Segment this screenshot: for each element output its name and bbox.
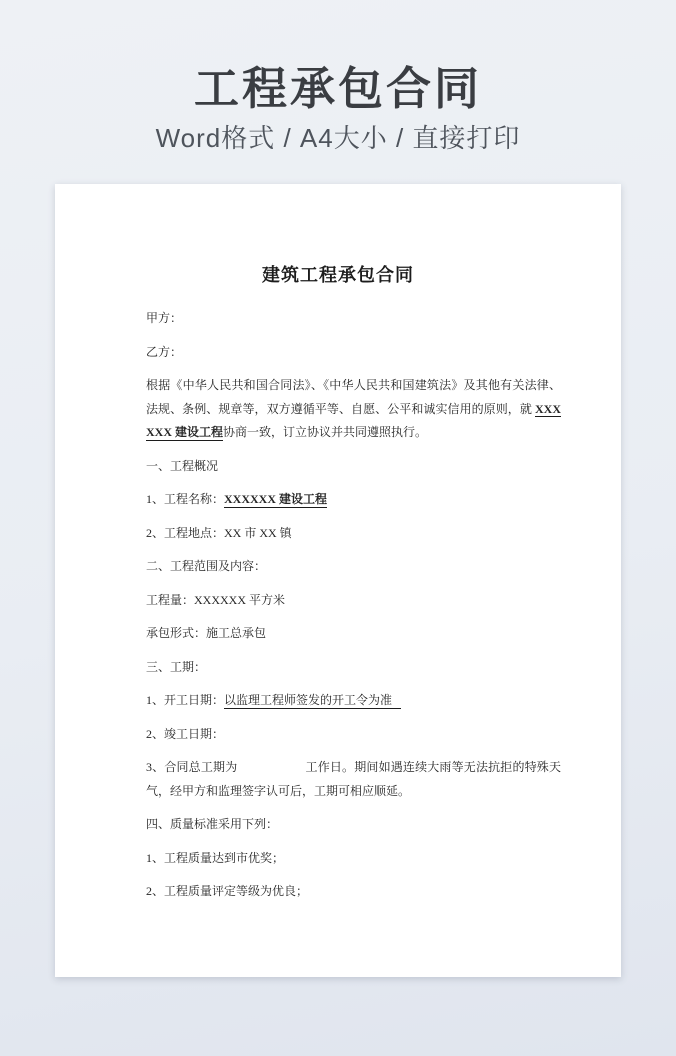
doc-paragraph bbox=[146, 488, 561, 512]
text-run: 二、工程范围及内容： bbox=[146, 559, 267, 573]
text-run: 三、工期： bbox=[146, 659, 207, 674]
doc-paragraph bbox=[146, 656, 561, 680]
doc-paragraph bbox=[146, 341, 561, 365]
doc-paragraph bbox=[146, 723, 561, 747]
text-run: 承包形式：施工总承包 bbox=[146, 626, 267, 640]
text-run: 协商一致，订立协议并共同遵照执行。 bbox=[223, 425, 428, 439]
filled-blank-bold: XXXXXX 建设工程 bbox=[146, 401, 561, 439]
text-run: 工作日。期间如遇连续大雨等无法抗拒的特殊天气，经甲方和监理签字认可后，工期可相应顺延。 bbox=[146, 760, 561, 798]
text-run: 1、工程名称： bbox=[146, 492, 225, 506]
text-run: 2、竣工日期： bbox=[146, 726, 225, 741]
template-format-subtitle: Word格式 / A4大小 / 直接打印 bbox=[155, 123, 521, 153]
doc-paragraph bbox=[146, 522, 561, 546]
doc-paragraph bbox=[146, 589, 561, 613]
template-title: 工程承包合同 bbox=[193, 63, 482, 114]
text-run: 四、质量标准采用下列： bbox=[146, 817, 279, 831]
document-body bbox=[146, 307, 561, 904]
doc-paragraph bbox=[146, 880, 561, 904]
header-banner bbox=[0, 0, 676, 184]
text-run: 3、合同总工期为 bbox=[146, 760, 238, 774]
doc-paragraph bbox=[146, 555, 561, 579]
text-run: 一、工程概况 bbox=[146, 458, 219, 473]
text-run: 2、工程地点：XX 市 XX 镇 bbox=[146, 525, 292, 540]
doc-paragraph bbox=[146, 307, 561, 331]
doc-paragraph bbox=[146, 374, 561, 445]
text-run: 甲方： bbox=[146, 311, 183, 325]
filled-blank-bold: XXXXXX 建设工程 bbox=[224, 492, 328, 506]
text-run: 根据《中华人民共和国合同法》、《中华人民共和国建筑法》及其他有关法律、法规、条例、规章等，双方遵循平等、自愿、公平和诚实信用的原则，就 bbox=[146, 378, 561, 416]
document-title: 建筑工程承包合同 bbox=[262, 265, 414, 285]
text-run: 1、工程质量达到市优奖； bbox=[146, 850, 285, 865]
filled-blank: 以监理工程师签发的开工令为准 bbox=[224, 693, 401, 709]
doc-paragraph bbox=[146, 622, 561, 646]
text-run: 1、开工日期： bbox=[146, 693, 225, 707]
doc-paragraph bbox=[146, 689, 561, 713]
text-run: 2、工程质量评定等级为优良； bbox=[146, 884, 309, 898]
document-page-preview bbox=[55, 184, 621, 977]
doc-paragraph bbox=[146, 813, 561, 837]
text-run: 乙方： bbox=[146, 344, 183, 359]
doc-paragraph bbox=[146, 756, 561, 803]
doc-paragraph bbox=[146, 847, 561, 871]
text-run: 工程量：XXXXXX 平方米 bbox=[146, 592, 285, 607]
doc-paragraph bbox=[146, 455, 561, 479]
